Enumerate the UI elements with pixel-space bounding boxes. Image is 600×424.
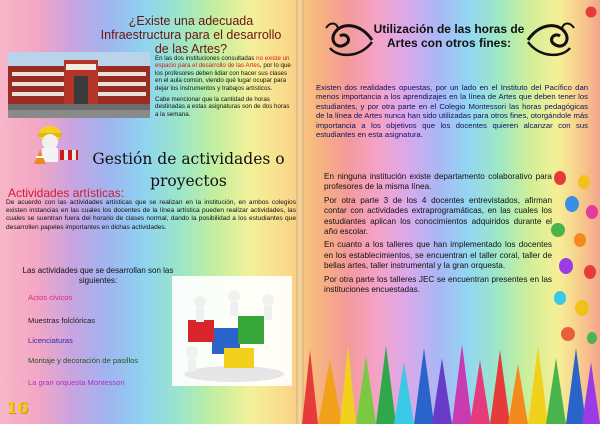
title-part-a: Utilizació: [373, 22, 427, 36]
section-title-management: Gestión de actividades o proyectos: [92, 150, 285, 190]
colored-pencils-illustration: [296, 340, 600, 424]
activity-item: Actos cívicos: [28, 293, 73, 302]
intro-prefix: En las dos instituciones consultadas: [155, 55, 257, 62]
activities-body: De acuerdo con las actividades artísticas que se realizan en la institución, en ambos colegios existen instancias en las cuales los docentes de la línea artística pueden realizar actividades, las cuales se suentran fuera del horario de clases normal, dando la posibilidad a los estudiantes que desarrollen papeles importantes en dichas actividades.: [6, 199, 296, 231]
intro-suffix: , por lo que los profesores deben lidiar con hacer sus clases en el aula común, viendo qué lugar ocupar para dejar los instrumentos y trabajos artísticos.: [155, 62, 291, 92]
infrastructure-text: [155, 55, 293, 122]
page-number-right-badge: [585, 6, 597, 18]
activities-subtitle: Las actividades que se desarrollan son las siguientes:: [22, 266, 174, 285]
activity-item: Licenciaturas: [28, 336, 73, 345]
findings-paragraph: En ninguna institución existe departamento colaborativo para profesores de la misma línea.: [324, 172, 552, 192]
intro-highlight: no existe un espacio para el desarrollo de las Artes: [155, 55, 290, 70]
title-part-c: Artes con otros fines:: [386, 36, 512, 50]
page-number-left: 16: [6, 398, 29, 417]
art-hours-title: [368, 22, 530, 50]
title-part-b: n de las horas de: [426, 22, 525, 36]
hours-note: Cabe mencionar que la cantidad de horas destinadas a estas asignaturas son de dos horas a la semana.: [155, 96, 290, 118]
school-building-photo: [8, 52, 150, 118]
puzzle-teamwork-illustration: [172, 276, 292, 386]
infrastructure-question-title: ¿Existe una adecuada Infraestructura para el desarrollo de las Artes?: [100, 14, 282, 56]
ornament-swirl-right-icon: [526, 18, 580, 62]
activity-item: La gran orquesta Montessori: [28, 378, 125, 387]
opposing-realities-paragraph: Existen dos realidades opuestas, por un lado en el Instituto del Pacífico dan menos importancia a los aprendizajes en la línea de Artes que deben tener los estudiantes, y por otra parte en el Colegio Montessori las horas pedagógicas de la línea de Artes nunca han sido utilizadas para otros fines, otorgándole más importancia a los objetivos que los docentes quieren alcanzar con sus estudiantes en esta asignatura.: [316, 83, 588, 140]
findings-block: [324, 172, 552, 298]
findings-paragraph: Por otra parte 3 de los 4 docentes entrevistados, afirman contar con actividades extraprogramáticas, en las cuales los estudiantes aplican los conocimientos adquiridos durante el año escolar.: [324, 195, 552, 237]
colored-handprints-decoration: [548, 168, 600, 348]
ornament-swirl-left-icon: [320, 18, 374, 62]
activity-item: Muestras folclóricas: [28, 316, 96, 325]
findings-paragraph: Por otra parte los talleres JEC se encuentran presentes en las instituciones encuestadas.: [324, 274, 552, 295]
activity-item: Montaje y decoración de pasillos: [28, 356, 139, 365]
construction-worker-icon: [30, 120, 80, 168]
findings-paragraph: En cuanto a los talleres que han implementado los docentes en los establecimientos, se encuentran el taller coral, taller de bellas artes, taller instrumental y la gran orquesta.: [324, 240, 552, 271]
infrastructure-paragraph: [155, 55, 293, 92]
activities-heading: Actividades artísticas:: [8, 186, 125, 200]
